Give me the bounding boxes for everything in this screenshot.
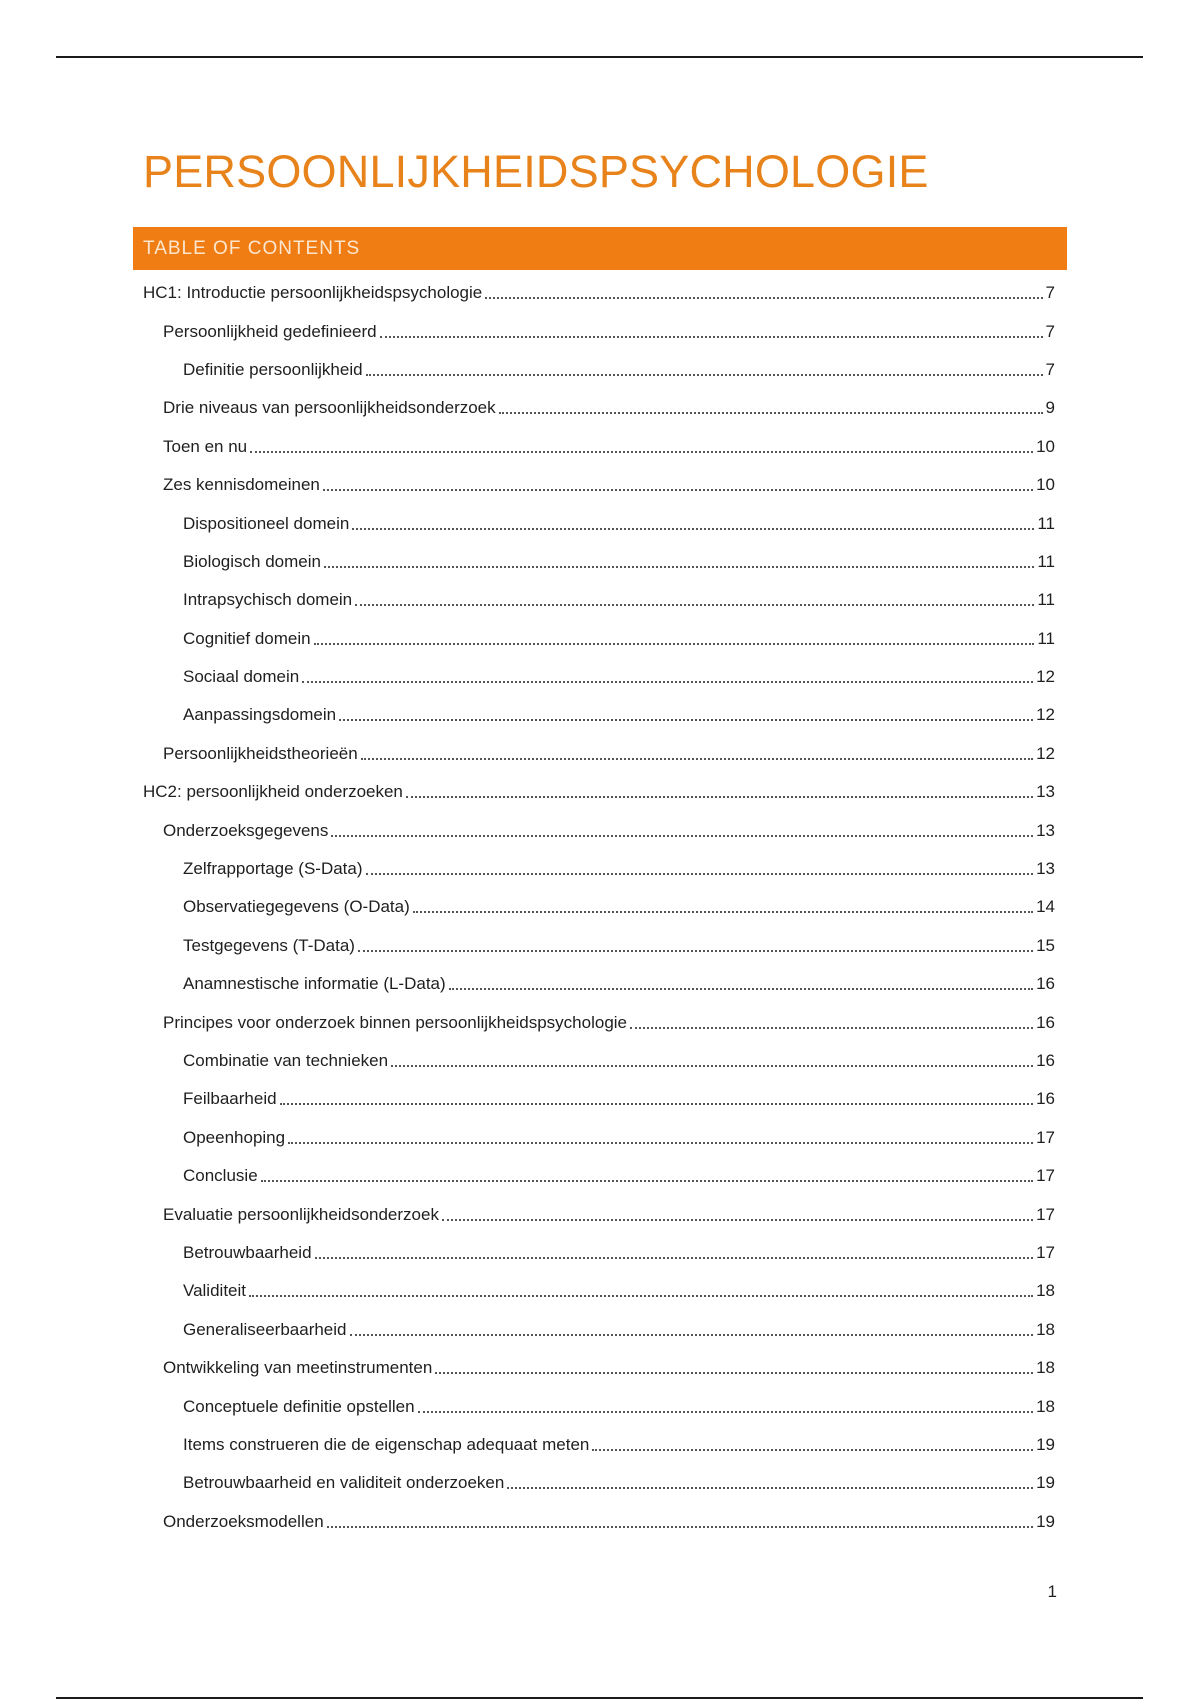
toc-entry[interactable] [0,927,1200,965]
toc-entry-label: Zes kennisdomeinen [163,475,320,495]
toc-entry[interactable] [0,965,1200,1003]
toc-entry-page: 16 [1036,974,1055,994]
toc-dot-leader [339,719,1033,721]
toc-entry-label: Persoonlijkheidstheorieën [163,743,358,763]
toc-dot-leader [361,758,1033,760]
toc-entry-page: 13 [1036,859,1055,879]
toc-heading: TABLE OF CONTENTS [143,237,361,259]
toc-dot-leader [366,873,1034,875]
toc-entry-page: 13 [1036,782,1055,802]
toc-entry-label: Conceptuele definitie opstellen [183,1396,415,1416]
page-number: 1 [1047,1582,1057,1601]
toc-entry-page: 18 [1036,1319,1055,1339]
toc-entry-label: Sociaal domein [183,667,300,687]
toc-entry[interactable] [0,581,1200,619]
toc-entry-page: 10 [1036,436,1055,456]
toc-entry-page: 15 [1036,935,1055,955]
toc-entry-label: Betrouwbaarheid en validiteit onderzoeken [183,1473,505,1493]
toc-entry-label: HC2: persoonlijkheid onderzoeken [143,782,403,802]
toc-dot-leader [323,489,1033,491]
toc-entry-page: 12 [1036,705,1055,725]
toc-dot-leader [327,1526,1033,1528]
toc-entry-page: 11 [1037,513,1055,533]
toc-entry[interactable] [0,811,1200,849]
toc-entry[interactable] [0,1272,1200,1310]
toc-entry[interactable] [0,389,1200,427]
toc-entry-label: Intrapsychisch domein [183,590,353,610]
toc-dot-leader [442,1219,1033,1221]
document-title: PERSOONLIJKHEIDSPSYCHOLOGIE [143,146,929,197]
toc-dot-leader [366,374,1043,376]
toc-entry-label: Validiteit [183,1281,246,1301]
toc-heading-banner [133,227,1067,270]
toc-entry-label: Testgegevens (T-Data) [183,935,355,955]
toc-entry-label: Generaliseerbaarheid [183,1319,347,1339]
toc-entry[interactable] [0,1234,1200,1272]
toc-entry-page: 16 [1036,1051,1055,1070]
toc-entry-page: 12 [1036,667,1055,687]
toc-entry-page: 18 [1036,1281,1055,1301]
table-of-contents [0,274,1200,1541]
toc-entry-page: 7 [1045,359,1055,379]
toc-dot-leader [592,1449,1033,1451]
toc-entry[interactable] [0,620,1200,658]
toc-entry-label: Principes voor onderzoek binnen persoonlijkheidspsychologie [163,1012,628,1032]
toc-entry-page: 17 [1036,1127,1055,1147]
toc-dot-leader [250,451,1033,453]
toc-entry-page: 13 [1036,820,1055,840]
toc-entry[interactable] [0,1349,1200,1387]
toc-entry[interactable] [0,850,1200,888]
toc-dot-leader [485,297,1042,299]
toc-dot-leader [352,528,1034,530]
toc-entry-page: 7 [1045,283,1055,303]
toc-dot-leader [630,1027,1033,1029]
toc-entry-page: 19 [1036,1511,1055,1531]
toc-entry-label: Anamnestische informatie (L-Data) [183,974,446,994]
toc-entry-label: HC1: Introductie persoonlijkheidspsychologie [143,283,483,303]
toc-dot-leader [324,566,1034,568]
toc-entry[interactable] [0,504,1200,542]
toc-entry-page: 12 [1036,743,1055,763]
toc-entry-label: Dispositioneel domein [183,513,350,533]
toc-entry-page: 16 [1036,1089,1055,1109]
toc-entry[interactable] [0,1119,1200,1157]
toc-entry[interactable] [0,696,1200,734]
toc-dot-leader [261,1180,1033,1182]
toc-entry-page: 11 [1037,590,1055,610]
toc-entry-label: Toen en nu [163,436,248,456]
toc-entry-page: 19 [1036,1434,1055,1454]
toc-entry[interactable] [0,466,1200,504]
toc-entry-label: Zelfrapportage (S-Data) [183,859,363,879]
toc-entry[interactable] [0,1503,1200,1541]
toc-entry-label: Betrouwbaarheid [183,1242,312,1262]
toc-entry[interactable] [0,312,1200,350]
toc-entry[interactable] [0,1195,1200,1233]
header-rule [56,56,1143,58]
toc-entry[interactable] [0,428,1200,466]
toc-dot-leader [302,681,1033,683]
toc-dot-leader [355,604,1034,606]
toc-entry-label: Feilbaarheid [183,1089,277,1109]
toc-entry-label: Aanpassingsdomein [183,705,337,725]
toc-entry-label: Onderzoeksmodellen [163,1511,324,1531]
toc-entry-label: Items construeren die de eigenschap adequaat meten [183,1434,590,1454]
toc-entry-page: 11 [1037,551,1055,571]
toc-entry[interactable] [0,658,1200,696]
toc-entry-label: Definitie persoonlijkheid [183,359,363,379]
toc-entry-label: Biologisch domein [183,551,321,571]
toc-entry-label: Cognitief domein [183,628,311,648]
toc-dot-leader [507,1487,1033,1489]
toc-dot-leader [380,336,1043,338]
toc-entry-page: 9 [1045,398,1055,418]
toc-entry[interactable] [0,1387,1200,1425]
toc-entry[interactable] [0,888,1200,926]
toc-entry-page: 7 [1045,321,1055,341]
toc-entry-label: Observatiegegevens (O-Data) [183,897,410,917]
toc-dot-leader [413,911,1033,913]
toc-entry-page: 18 [1036,1358,1055,1378]
toc-entry[interactable] [0,274,1200,312]
toc-entry-page: 14 [1036,897,1055,917]
toc-entry-page: 18 [1036,1396,1055,1416]
toc-entry-page: 17 [1036,1242,1055,1262]
toc-dot-leader [449,988,1033,990]
toc-entry[interactable] [0,351,1200,389]
toc-entry-label: Evaluatie persoonlijkheidsonderzoek [163,1204,439,1224]
toc-dot-leader [499,412,1043,414]
footer-rule [56,1697,1143,1699]
toc-dot-leader [331,835,1033,837]
toc-entry[interactable] [0,735,1200,773]
toc-entry-label: Ontwikkeling van meetinstrumenten [163,1358,433,1378]
toc-entry-page: 19 [1036,1473,1055,1493]
toc-dot-leader [435,1372,1033,1374]
toc-entry[interactable] [0,1311,1200,1349]
toc-dot-leader [288,1142,1033,1144]
toc-entry[interactable] [0,1042,1200,1080]
toc-entry[interactable] [0,1003,1200,1041]
toc-dot-leader [315,1257,1034,1259]
toc-dot-leader [418,1411,1034,1413]
toc-dot-leader [358,950,1033,952]
toc-entry[interactable] [0,1426,1200,1464]
toc-entry[interactable] [0,773,1200,811]
toc-dot-leader [350,1334,1034,1336]
toc-entry-page: 11 [1037,628,1055,648]
toc-entry-page: 10 [1036,475,1055,495]
toc-entry-label: Opeenhoping [183,1127,286,1147]
toc-entry[interactable] [0,1157,1200,1195]
toc-entry-page: 17 [1036,1204,1055,1224]
toc-dot-leader [406,796,1033,798]
toc-entry-label: Persoonlijkheid gedefinieerd [163,321,377,341]
toc-dot-leader [391,1065,1033,1067]
toc-entry-page: 17 [1036,1166,1055,1186]
toc-entry-label: Drie niveaus van persoonlijkheidsonderzoek [163,398,496,418]
toc-entry[interactable] [0,543,1200,581]
toc-dot-leader [314,643,1035,645]
toc-dot-leader [280,1103,1034,1105]
toc-entry-page: 16 [1036,1012,1055,1032]
toc-entry-label: Conclusie [183,1166,258,1186]
toc-entry-label: Combinatie van technieken [183,1051,389,1070]
toc-entry[interactable] [0,1080,1200,1118]
toc-entry-label: Onderzoeksgegevens [163,820,329,840]
toc-entry[interactable] [0,1464,1200,1502]
toc-dot-leader [249,1295,1033,1297]
